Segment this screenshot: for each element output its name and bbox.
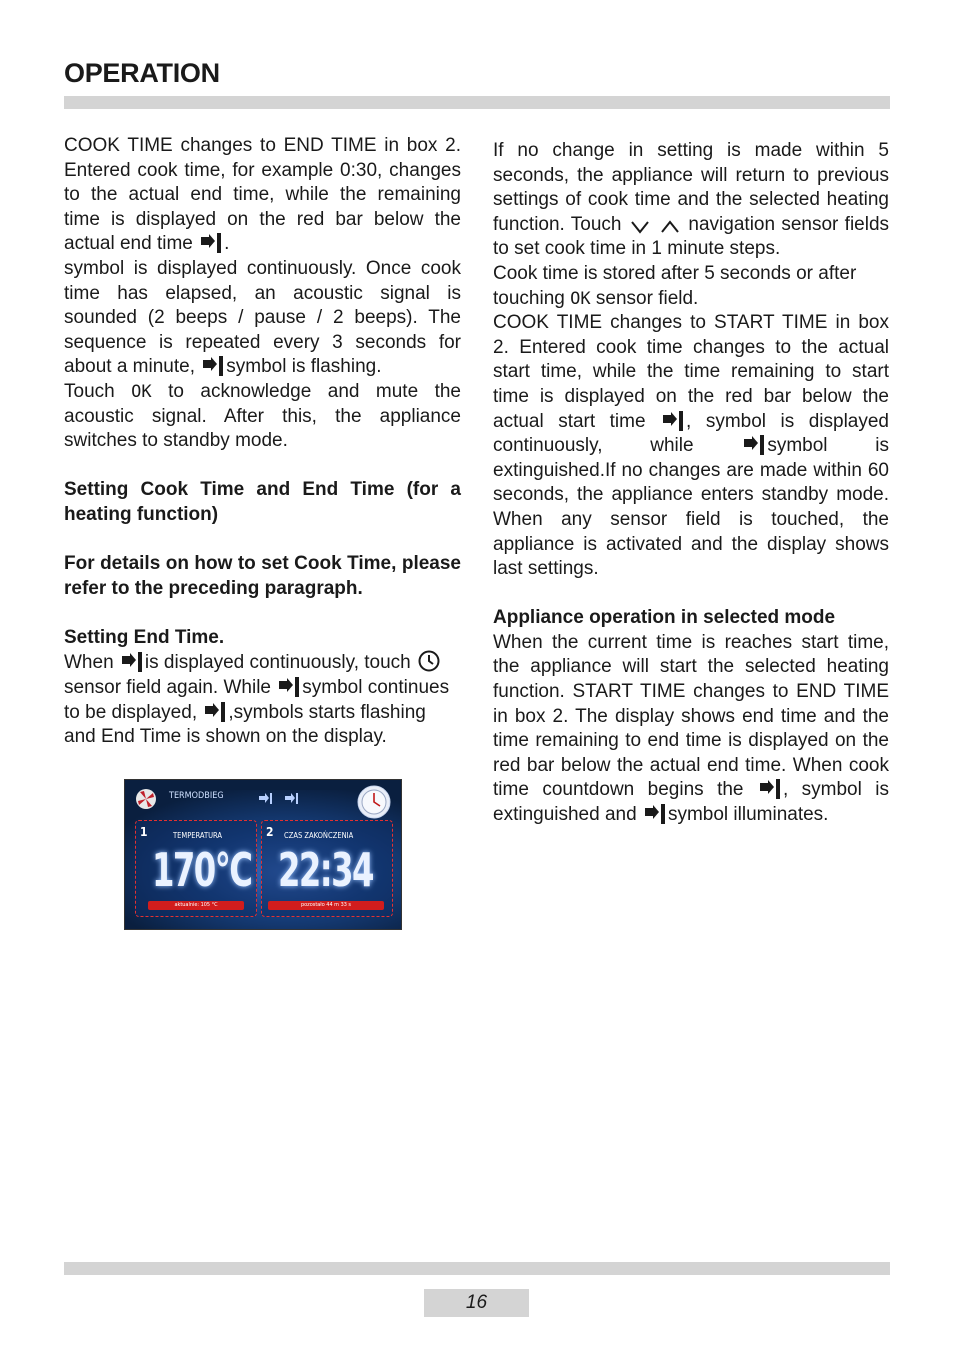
- oven-display-image: [124, 779, 402, 930]
- box-label: CZAS ZAKOŃCZENIA: [284, 831, 354, 840]
- section-heading: Setting Cook Time and End Time (for a heating function): [64, 479, 461, 525]
- text: navigation sensor fields to set cook time in 1 minute steps.: [493, 213, 890, 260]
- text: is displayed continuously, touch: [144, 652, 411, 674]
- chevron-up-icon: [660, 220, 680, 234]
- mode-label: TERMODBIEG: [169, 791, 224, 801]
- text: .: [224, 233, 230, 255]
- right-column: [493, 139, 889, 828]
- section-heading: For details on how to set Cook Time, please refer to the preceding paragraph.: [64, 553, 461, 599]
- paragraph: [493, 311, 889, 582]
- clock-icon: [418, 650, 440, 672]
- header-rule: [64, 96, 890, 109]
- status-bar: pozostało 44 m 33 s: [268, 901, 384, 910]
- start-time-icon: [759, 779, 781, 799]
- text: ,symbols starts flashing and End Time is shown on the display.: [64, 701, 426, 748]
- text: symbol is displayed continuously. Once cook time has elapsed, an acoustic signal is sounded (2 beeps / pause / 2 beeps). The sequence is repeated every 3 seconds for about a minute,: [64, 257, 461, 378]
- paragraph: [493, 139, 889, 262]
- text: If no change in setting is made within 5 seconds, the appliance will return to previous settings of cook time and the selected heating function. Touch: [493, 140, 889, 235]
- paragraph: [64, 650, 461, 749]
- status-bar: aktualnie: 105 °C: [148, 901, 244, 910]
- chevron-down-icon: [630, 220, 650, 234]
- ok-key-label: OK: [131, 381, 152, 402]
- display-box-end-time: [261, 820, 393, 917]
- text: sensor field again. While: [64, 677, 271, 699]
- box-number: 1: [140, 825, 148, 839]
- text: When the current time is reaches start time, the appliance will start the selected heating function. START TIME changes to END TIME in box 2. The display shows end time and the time remaining to end time is displayed on the red bar below the actual end time. When cook time countdown begins the: [493, 631, 889, 801]
- paragraph: [64, 380, 461, 454]
- end-time-icon: [121, 652, 143, 672]
- clock-icon: [357, 785, 391, 819]
- text: , symbol is extinguished and: [493, 779, 889, 826]
- end-time-icon: [202, 356, 224, 376]
- end-time-icon: [743, 435, 765, 455]
- text: symbol is extinguished.If no changes are made within 60 seconds, the appliance enters standby mode. When any sensor field is touched, the appliance is activated and the display shows last settings.: [493, 435, 889, 580]
- text: sensor field.: [595, 287, 699, 309]
- text: COOK TIME changes to END TIME in box 2. Entered cook time, for example 0:30, changes to the actual end time, while the remaining time is displayed on the red bar below the actual end time: [64, 135, 461, 255]
- page-title: OPERATION: [64, 58, 220, 88]
- paragraph: [64, 257, 461, 380]
- text: symbol is flashing.: [226, 356, 382, 378]
- text: COOK TIME changes to START TIME in box 2. Entered cook time changes to the actual start time, while the time remaining to start time is displayed on the red bar below the actual start time: [493, 312, 889, 432]
- box-label: TEMPERATURA: [173, 831, 223, 840]
- text: , symbol is displayed continuously, while: [493, 410, 889, 457]
- page-number: 16: [424, 1289, 529, 1317]
- section-heading: Appliance operation in selected mode: [493, 607, 836, 629]
- time-symbols-icon: [259, 793, 299, 805]
- paragraph: [493, 262, 889, 311]
- section-heading: Setting End Time.: [64, 626, 225, 648]
- end-time-icon: [278, 677, 300, 697]
- start-time-icon: [204, 702, 226, 722]
- paragraph: [493, 631, 889, 828]
- text: Cook time is stored after 5 seconds or after touching: [493, 262, 857, 309]
- footer-rule: [64, 1262, 890, 1275]
- paragraph: [64, 134, 461, 257]
- ok-key-label: OK: [570, 288, 591, 309]
- box-number: 2: [266, 825, 274, 839]
- end-time-icon: [644, 804, 666, 824]
- text: to acknowledge and mute the acoustic signal. After this, the appliance switches to standby mode.: [64, 380, 461, 452]
- end-time-icon: [200, 233, 222, 253]
- text: symbol illuminates.: [667, 804, 829, 826]
- text: Touch: [64, 380, 115, 402]
- start-time-icon: [662, 411, 684, 431]
- fan-icon: [135, 788, 157, 810]
- text: When: [64, 652, 114, 674]
- display-box-temperature: [135, 820, 257, 917]
- end-time-value: 22:34: [278, 843, 373, 897]
- temperature-value: 170°C: [152, 843, 252, 897]
- left-column: [64, 134, 461, 750]
- text: symbol continues to be displayed,: [64, 677, 450, 723]
